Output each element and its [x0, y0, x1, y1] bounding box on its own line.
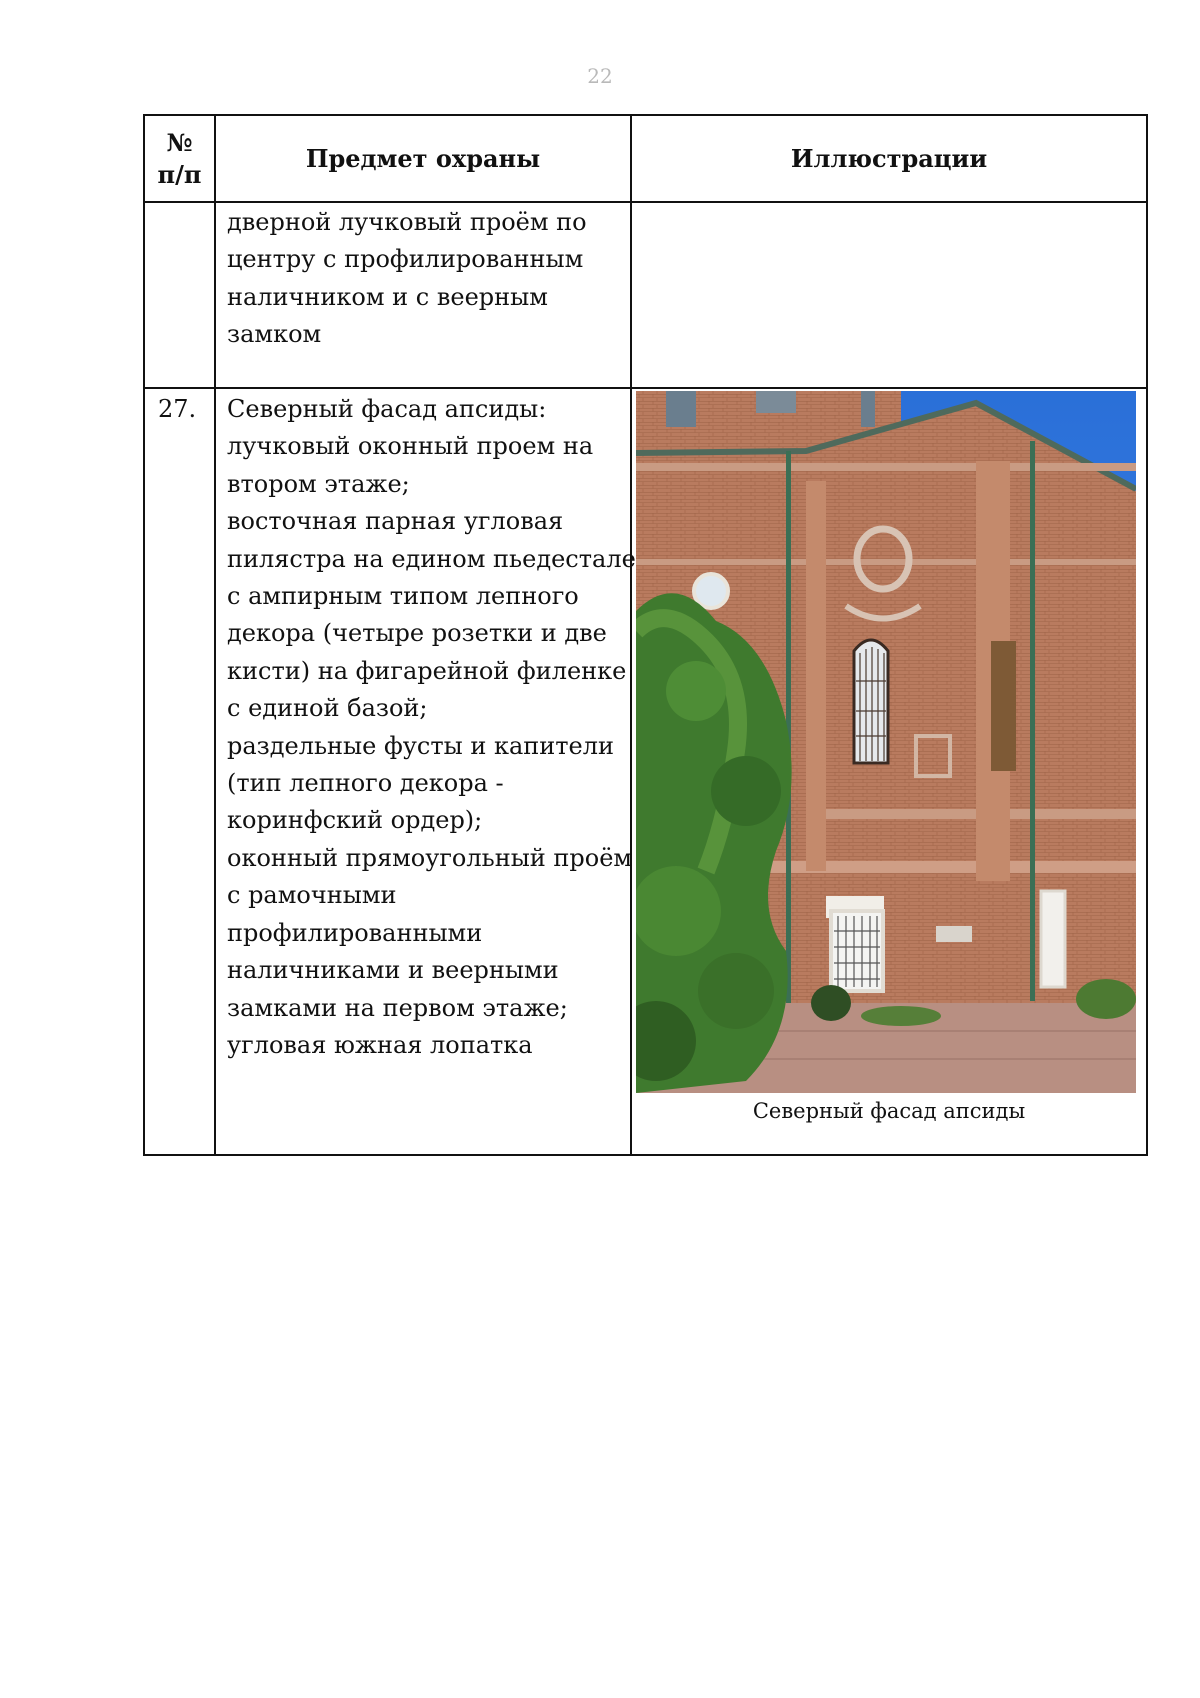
- subject-line: замками на первом этаже;: [227, 993, 568, 1022]
- header-number-symbol: №: [166, 127, 193, 157]
- subject-text: [216, 203, 630, 354]
- cell-illustration: [631, 388, 1147, 1155]
- cell-number: [144, 388, 215, 1155]
- subject-line: наличником и с веерным: [227, 282, 548, 311]
- header-number-abbr: п/п: [157, 159, 202, 189]
- subject-line: с ампирным типом лепного: [227, 582, 579, 611]
- header-subject: Предмет охраны: [215, 115, 631, 202]
- table-header-row: [144, 115, 1147, 202]
- header-number: [144, 115, 215, 202]
- subject-line: с рамочными: [227, 881, 397, 910]
- protection-subject-table: [143, 114, 1148, 1156]
- subject-line: профилированными: [227, 918, 483, 947]
- subject-line: замком: [227, 320, 322, 349]
- table-row: [144, 388, 1147, 1155]
- cell-subject: [215, 388, 636, 1155]
- subject-line: Северный фасад апсиды:: [227, 395, 547, 423]
- subject-line: (тип лепного декора -: [227, 769, 504, 798]
- subject-line: угловая южная лопатка: [227, 1030, 533, 1059]
- subject-line: наличниками и веерными: [227, 956, 559, 985]
- subject-line: декора (четыре розетки и две: [227, 619, 607, 648]
- photo-caption: Северный фасад апсиды: [752, 1099, 1026, 1123]
- subject-line: пилястра на едином пьедестале: [227, 544, 636, 573]
- subject-line: втором этаже;: [227, 469, 410, 498]
- cell-subject: [215, 202, 631, 388]
- subject-text: [216, 389, 636, 1064]
- subject-line: центру с профилированным: [227, 245, 584, 274]
- subject-line: восточная парная угловая: [227, 507, 564, 536]
- page-number: 22: [587, 64, 613, 88]
- table-row: [144, 202, 1147, 388]
- subject-line: коринфский ордер);: [227, 806, 483, 835]
- header-illustrations: Иллюстрации: [631, 115, 1147, 202]
- cell-illustration-empty: [631, 202, 1147, 388]
- subject-line: оконный прямоугольный проём: [227, 843, 633, 872]
- subject-line: кисти) на фигарейной филенке: [227, 656, 627, 685]
- subject-line: с единой базой;: [227, 694, 428, 723]
- subject-line: дверной лучковый проём по: [227, 208, 587, 236]
- facade-photo: [636, 391, 1136, 1093]
- cell-number-empty: [144, 202, 215, 388]
- subject-line: лучковый оконный проем на: [227, 432, 594, 461]
- subject-line: раздельные фусты и капители: [227, 731, 614, 760]
- row-number: 27.: [158, 395, 197, 423]
